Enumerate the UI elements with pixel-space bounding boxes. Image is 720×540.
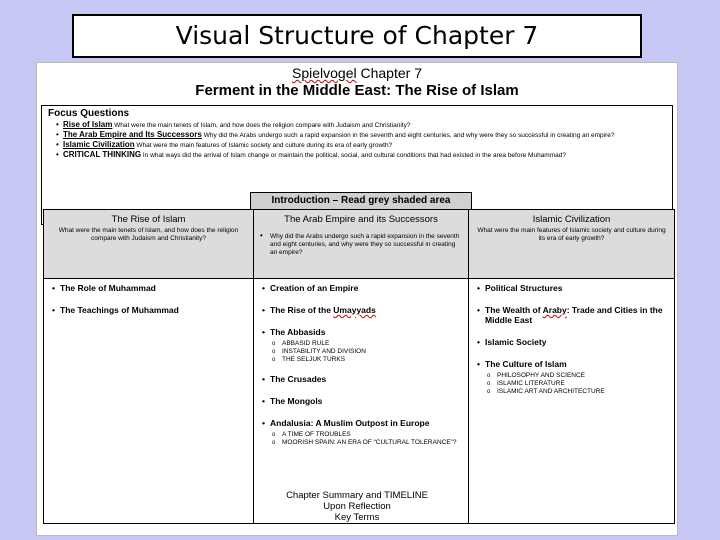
section-item: • Political Structures — [475, 283, 670, 293]
chapter-number: Chapter 7 — [360, 65, 422, 81]
section-item: • The Abbasids — [260, 327, 464, 337]
slide-title: Visual Structure of Chapter 7 — [72, 14, 642, 58]
document-image — [36, 62, 678, 536]
focus-topic: Islamic Civilization — [63, 140, 135, 149]
subsection-item: o ISLAMIC ART AND ARCHITECTURE — [487, 388, 674, 396]
focus-topic: CRITICAL THINKING — [63, 150, 142, 159]
chapter-structure-table — [43, 209, 675, 524]
section-item: • The Teachings of Muhammad — [50, 305, 249, 315]
section-item: • Creation of an Empire — [260, 283, 464, 293]
column-islamic-civilization — [469, 279, 674, 523]
subsection-item: o THE SELJUK TURKS — [272, 356, 468, 364]
section-item: • The Culture of Islam — [475, 359, 670, 369]
section-item: • The Wealth of Araby: Trade and Cities in the Middle East — [475, 305, 670, 325]
focus-question-text: What were the main features of Islamic society and culture during its era of early growth? — [136, 142, 393, 149]
introduction-banner: Introduction – Read grey shaded area — [250, 192, 472, 210]
column-question: What were the main tenets of Islam, and how does the religion compare with Judaism and Christianity? — [58, 227, 239, 242]
column-headers-row — [44, 210, 674, 279]
subsection-item: o ABBASID RULE — [272, 340, 468, 348]
chapter-summary — [37, 490, 677, 523]
focus-question-text: Why did the Arabs undergo such a rapid expansion in the seventh and eight centuries, and why were they so successful in creating an empire? — [203, 132, 615, 139]
section-item: • The Role of Muhammad — [50, 283, 249, 293]
author-name: Spielvogel — [292, 65, 357, 81]
umayyads-word: Umayyads — [333, 305, 376, 315]
focus-question — [56, 151, 666, 160]
column-question: • Why did the Arabs undergo such a rapid expansion in the seventh and eight centuries, and why were they so successful in creating an empire? — [260, 233, 462, 257]
column-arab-empire — [254, 279, 469, 523]
focus-questions-list — [48, 121, 666, 160]
section-item: • The Rise of the Umayyads — [260, 305, 464, 315]
section-item: • The Crusades — [260, 374, 464, 384]
table-body — [44, 279, 674, 523]
section-item: • Andalusia: A Muslim Outpost in Europe — [260, 418, 464, 428]
column-heading: Islamic Civilization — [532, 214, 611, 225]
subsection-item: o A TIME OF TROUBLES — [272, 431, 468, 439]
subsection-list — [487, 372, 674, 396]
column-question: What were the main features of Islamic society and culture during its era of early growth? — [477, 227, 666, 242]
subsection-list — [272, 431, 468, 447]
focus-question — [56, 141, 666, 150]
focus-question-text: In what ways did the arrival of Islam change or maintain the political, social, and cultural conditions that had existed in the area before Muhammad? — [142, 152, 566, 159]
column-rise-of-islam — [44, 279, 254, 523]
focus-question — [56, 121, 666, 130]
column-heading: The Arab Empire and its Successors — [284, 214, 438, 225]
column-header-islamic-civilization — [469, 210, 674, 278]
summary-line: Upon Reflection — [323, 501, 391, 512]
summary-line: Chapter Summary and TIMELINE — [286, 490, 428, 501]
column-heading: The Rise of Islam — [111, 214, 186, 225]
section-item: • Islamic Society — [475, 337, 670, 347]
subsection-item: o INSTABILITY AND DIVISION — [272, 348, 468, 356]
document-header — [37, 65, 677, 99]
subsection-item: o MOORISH SPAIN: AN ERA OF “CULTURAL TOLERANCE”? — [272, 439, 468, 447]
focus-question-text: What were the main tenets of Islam, and how does the religion compare with Judaism and Christianity? — [114, 122, 411, 129]
focus-questions-heading: Focus Questions — [48, 108, 130, 119]
araby-word: Araby — [542, 305, 567, 315]
subsection-item: o ISLAMIC LITERATURE — [487, 380, 674, 388]
column-header-rise-of-islam — [44, 210, 254, 278]
focus-topic: The Arab Empire and Its Successors — [63, 130, 202, 139]
chapter-title: Ferment in the Middle East: The Rise of Islam — [195, 82, 519, 99]
subsection-item: o PHILOSOPHY AND SCIENCE — [487, 372, 674, 380]
subsection-list — [272, 340, 468, 364]
focus-question — [56, 131, 666, 140]
summary-line: Key Terms — [334, 512, 380, 523]
column-header-arab-empire — [254, 210, 469, 278]
chapter-line — [37, 65, 677, 81]
section-item: • The Mongols — [260, 396, 464, 406]
focus-topic: Rise of Islam — [63, 120, 113, 129]
